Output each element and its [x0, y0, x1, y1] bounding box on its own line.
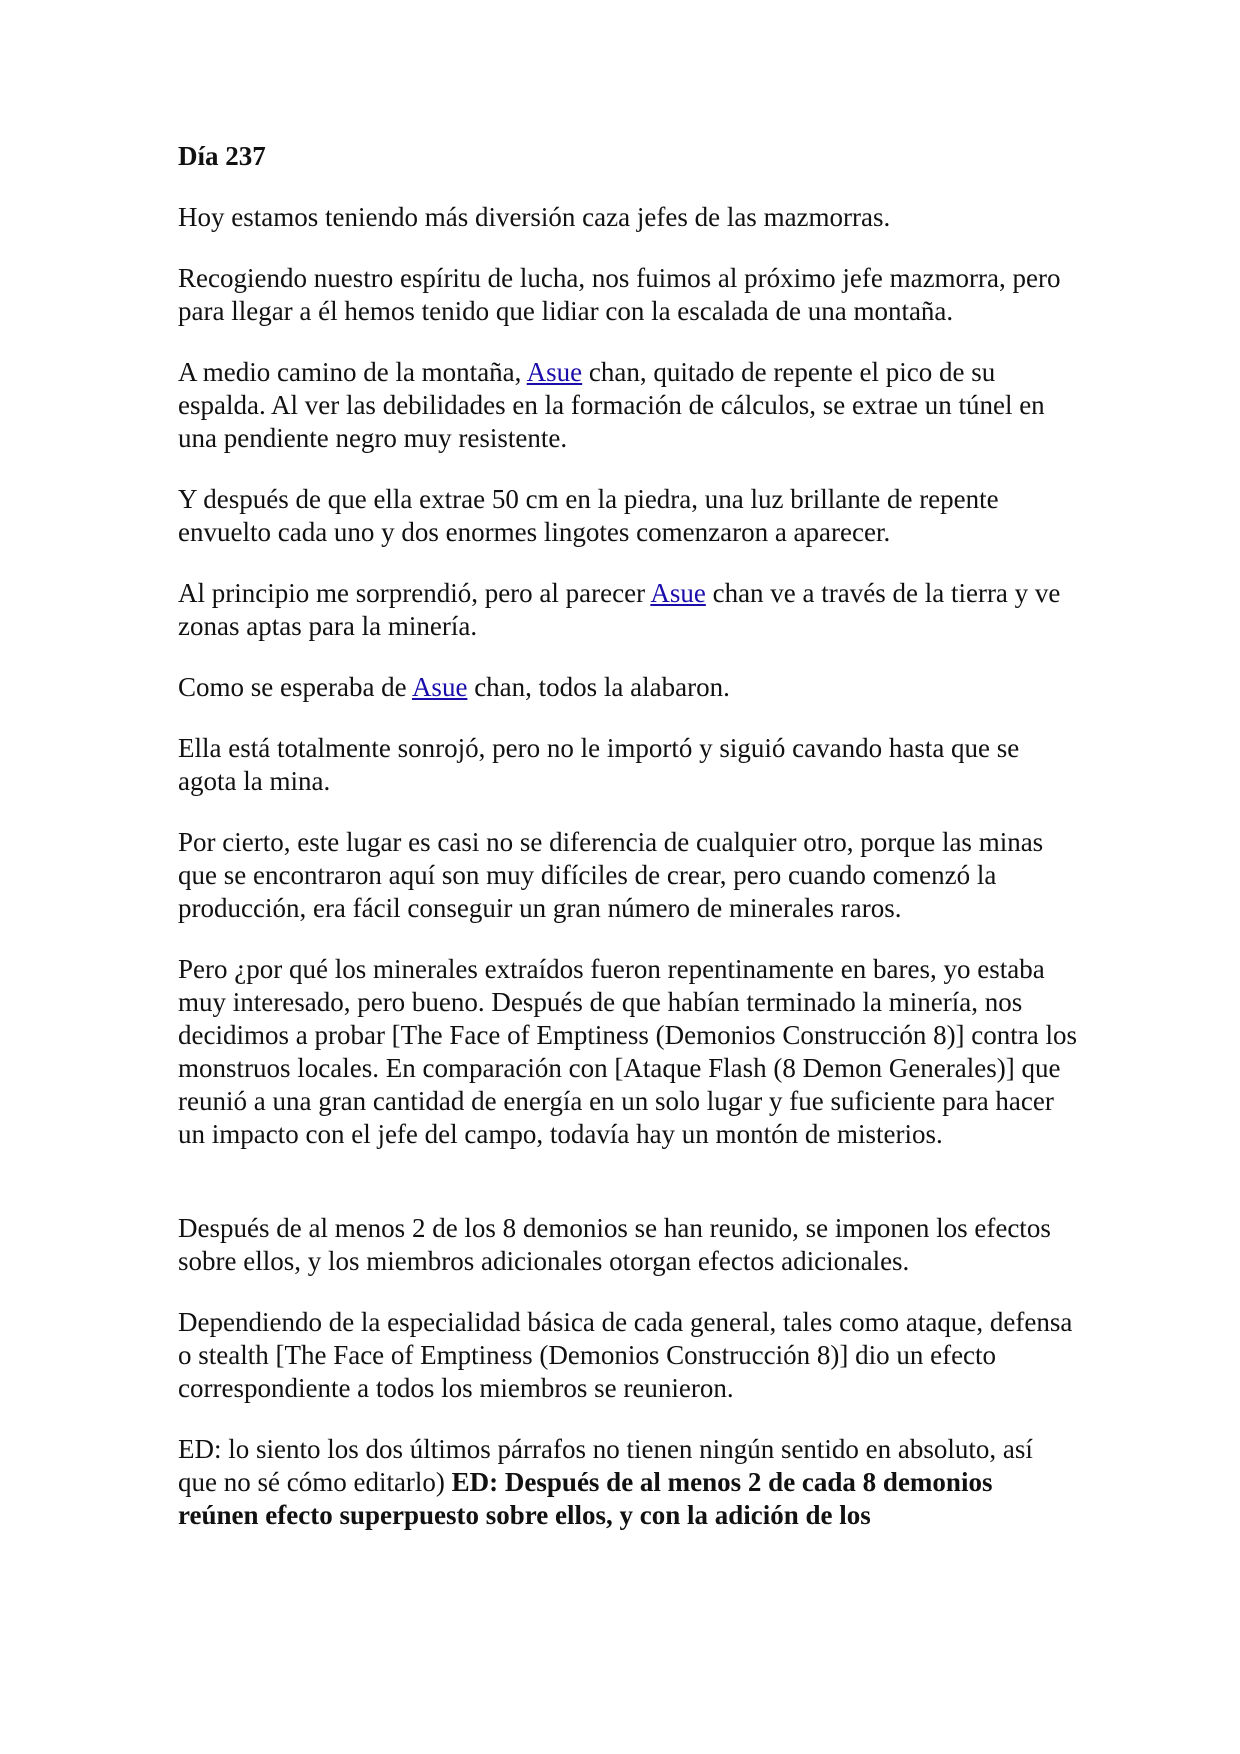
paragraph-3-text-before: A medio camino de la montaña,	[178, 357, 527, 387]
paragraph-3	[178, 356, 1078, 455]
chapter-title: Día 237	[178, 141, 266, 171]
paragraph-5-text-after: chan ve a través de la tierra y ve zonas aptas para la minería.	[178, 578, 1061, 641]
paragraph-6	[178, 671, 1078, 704]
editor-note-bold: ED: Después de al menos 2 de cada 8 demonios reúnen efecto superpuesto sobre ellos, y con la adición de los	[178, 1467, 993, 1530]
paragraph-6-text-after: chan, todos la alabaron.	[467, 672, 730, 702]
editor-note: ED: lo siento los dos últimos párrafos no tienen ningún sentido en absoluto, así que no sé cómo editarlo)	[178, 1434, 1033, 1497]
asue-link[interactable]: Asue	[650, 578, 706, 608]
paragraph-10: Después de al menos 2 de los 8 demonios se han reunido, se imponen los efectos sobre ellos, y los miembros adicionales otorgan efectos adicionales.	[178, 1213, 1051, 1276]
asue-link[interactable]: Asue	[526, 357, 583, 387]
paragraph-4: Y después de que ella extrae 50 cm en la piedra, una luz brillante de repente envuelto cada uno y dos enormes lingotes comenzaron a aparecer.	[178, 484, 999, 547]
paragraph-6-text-before: Como se esperaba de	[178, 672, 412, 702]
paragraph-5	[178, 577, 1078, 643]
document-body	[178, 140, 1078, 1560]
paragraph-1: Hoy estamos teniendo más diversión caza jefes de las mazmorras.	[178, 202, 891, 232]
asue-link[interactable]: Asue	[411, 672, 468, 702]
paragraph-5-text-before: Al principio me sorprendió, pero al parecer	[178, 578, 651, 608]
paragraph-11: Dependiendo de la especialidad básica de cada general, tales como ataque, defensa o stealth [The Face of Emptiness (Demonios Construcción 8)] dio un efecto correspondiente a todos los miembros se reunieron.	[178, 1307, 1073, 1403]
paragraph-8: Por cierto, este lugar es casi no se diferencia de cualquier otro, porque las minas que se encontraron aquí son muy difíciles de crear, pero cuando comenzó la producción, era fácil conseguir un gran número de minerales raros.	[178, 827, 1044, 923]
paragraph-2: Recogiendo nuestro espíritu de lucha, nos fuimos al próximo jefe mazmorra, pero para llegar a él hemos tenido que lidiar con la escalada de una montaña.	[178, 263, 1061, 326]
paragraph-3-text-after: chan, quitado de repente el pico de su espalda. Al ver las debilidades en la formación de cálculos, se extrae un túnel en una pendiente negro muy resistente.	[178, 357, 1045, 453]
paragraph-7: Ella está totalmente sonrojó, pero no le importó y siguió cavando hasta que se agota la mina.	[178, 733, 1020, 796]
paragraph-9: Pero ¿por qué los minerales extraídos fueron repentinamente en bares, yo estaba muy interesado, pero bueno. Después de que habían terminado la minería, nos decidimos a probar [The Face of Emptiness (Demonios Construcción 8)] contra los monstruos locales. En comparación con [Ataque Flash (8 Demon Generales)] que reunió a una gran cantidad de energía en un solo lugar y fue suficiente para hacer un impacto con el jefe del campo, todavía hay un montón de misterios.	[178, 954, 1078, 1149]
paragraph-12	[178, 1433, 1078, 1532]
